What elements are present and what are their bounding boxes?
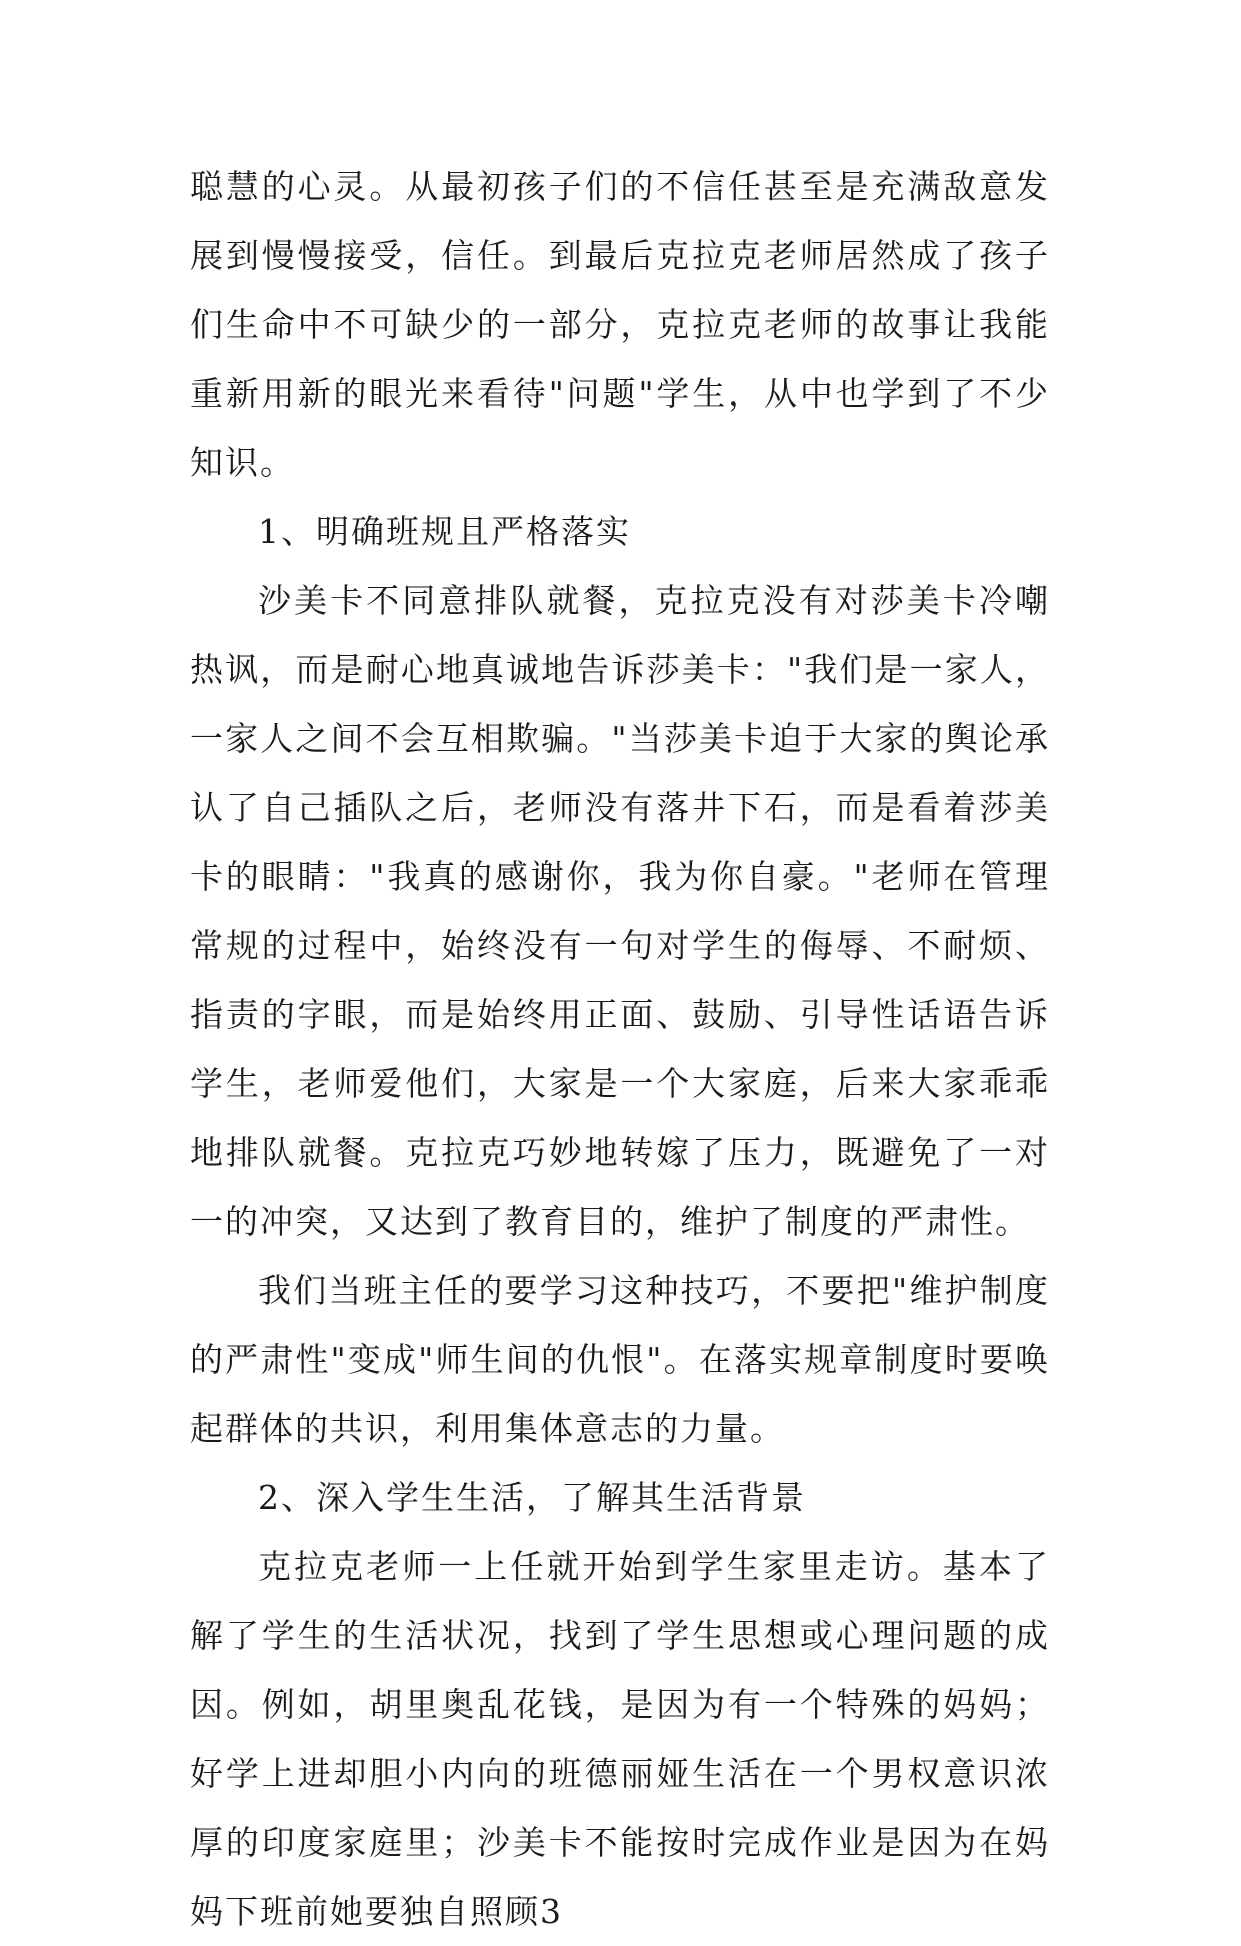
document-body: [190, 152, 1050, 1946]
section-heading-1: 1、明确班规且严格落实: [258, 512, 631, 551]
section-heading-2: 2、深入学生生活，了解其生活背景: [258, 1478, 806, 1517]
paragraph-queue-story: 沙美卡不同意排队就餐，克拉克没有对莎美卡冷嘲热讽，而是耐心地真诚地告诉莎美卡："我们是一家人，一家人之间不会互相欺骗。"当莎美卡迫于大家的舆论承认了自己插队之后，老师没有落井下石，而是看着莎美卡的眼睛："我真的感谢你，我为你自豪。"老师在管理常规的过程中，始终没有一句对学生的侮辱、不耐烦、指责的字眼，而是始终用正面、鼓励、引导性话语告诉学生，老师爱他们，大家是一个大家庭，后来大家乖乖地排队就餐。克拉克巧妙地转嫁了压力，既避免了一对一的冲突，又达到了教育目的，维护了制度的严肃性。: [190, 581, 1050, 1241]
paragraph-teacher-lesson: 我们当班主任的要学习这种技巧，不要把"维护制度的严肃性"变成"师生间的仇恨"。在落实规章制度时要唤起群体的共识，利用集体意志的力量。: [190, 1271, 1050, 1448]
paragraph-intro-continuation: 聪慧的心灵。从最初孩子们的不信任甚至是充满敌意发展到慢慢接受，信任。到最后克拉克老师居然成了孩子们生命中不可缺少的一部分，克拉克老师的故事让我能重新用新的眼光来看待"问题"学生，从中也学到了不少知识。: [190, 167, 1050, 482]
paragraph-home-visits: 克拉克老师一上任就开始到学生家里走访。基本了解了学生的生活状况，找到了学生思想或心理问题的成因。例如，胡里奥乱花钱，是因为有一个特殊的妈妈；好学上进却胆小内向的班德丽娅生活在一个男权意识浓厚的印度家庭里；沙美卡不能按时完成作业是因为在妈妈下班前她要独自照顾3: [190, 1547, 1050, 1931]
